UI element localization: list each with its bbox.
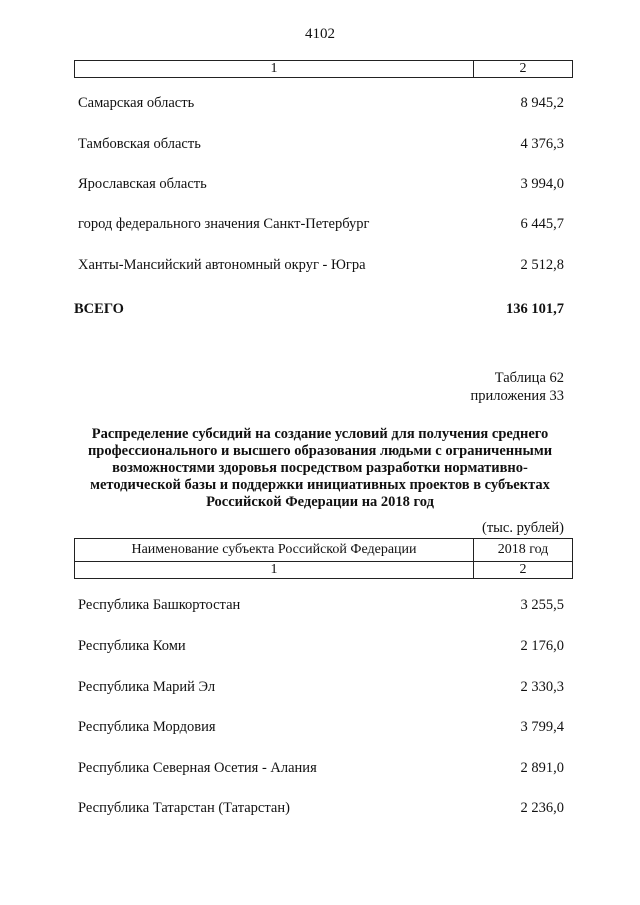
region-name: Республика Татарстан (Татарстан) [78,800,290,816]
table-row [78,93,564,113]
bottom-table-header [74,538,573,579]
region-name: Ханты-Мансийский автономный округ - Югра [78,257,366,273]
top-table-header [74,60,573,78]
table-row [78,174,564,194]
region-name: Самарская область [78,95,195,111]
table-row [78,717,564,737]
region-value: 6 445,7 [520,216,564,232]
table-reference [471,369,564,405]
region-name: Ярославская область [78,176,207,192]
region-name: Тамбовская область [78,136,201,152]
table-title [60,426,580,511]
region-value: 2 236,0 [520,800,564,816]
region-value: 3 799,4 [520,719,564,735]
region-value: 2 330,3 [520,679,564,695]
table-row [78,758,564,778]
region-name: город федерального значения Санкт-Петербург [78,216,370,232]
table-row [78,595,564,615]
region-name: Республика Коми [78,638,186,654]
title-line: методической базы и поддержки инициативных проектов в субъектах [90,477,550,493]
total-label: ВСЕГО [74,301,124,317]
table-row [78,214,564,234]
units-label: (тыс. рублей) [482,520,564,536]
region-name: Республика Башкортостан [78,597,241,613]
title-line: Российской Федерации на 2018 год [206,494,434,510]
region-name: Республика Марий Эл [78,679,216,695]
table-row [78,255,564,275]
column-header-subject: Наименование субъекта Российской Федерации [75,539,474,562]
title-line: Распределение субсидий на создание условий для получения среднего [91,426,549,442]
title-line: профессионального и высшего образования людьми с ограниченными [87,443,553,459]
region-value: 2 176,0 [520,638,564,654]
region-value: 2 891,0 [520,760,564,776]
page-number: 4102 [305,26,335,42]
column-number-1: 1 [75,562,474,579]
total-row [74,299,564,319]
region-value: 3 994,0 [520,176,564,192]
appendix-number: приложения 33 [470,388,564,404]
table-row [78,677,564,697]
region-value: 8 945,2 [520,95,564,111]
column-number-2: 2 [474,562,573,579]
column-header-year: 2018 год [474,539,573,562]
region-value: 3 255,5 [520,597,564,613]
column-number-2: 2 [474,61,573,78]
table-row [78,134,564,154]
region-value: 2 512,8 [520,257,564,273]
column-number-1: 1 [75,61,474,78]
table-row [78,636,564,656]
title-line: возможностями здоровья посредством разработки нормативно- [112,460,528,476]
total-value: 136 101,7 [506,301,564,317]
region-name: Республика Северная Осетия - Алания [78,760,317,776]
table-number: Таблица 62 [494,370,564,386]
table-row [78,798,564,818]
region-name: Республика Мордовия [78,719,216,735]
region-value: 4 376,3 [520,136,564,152]
